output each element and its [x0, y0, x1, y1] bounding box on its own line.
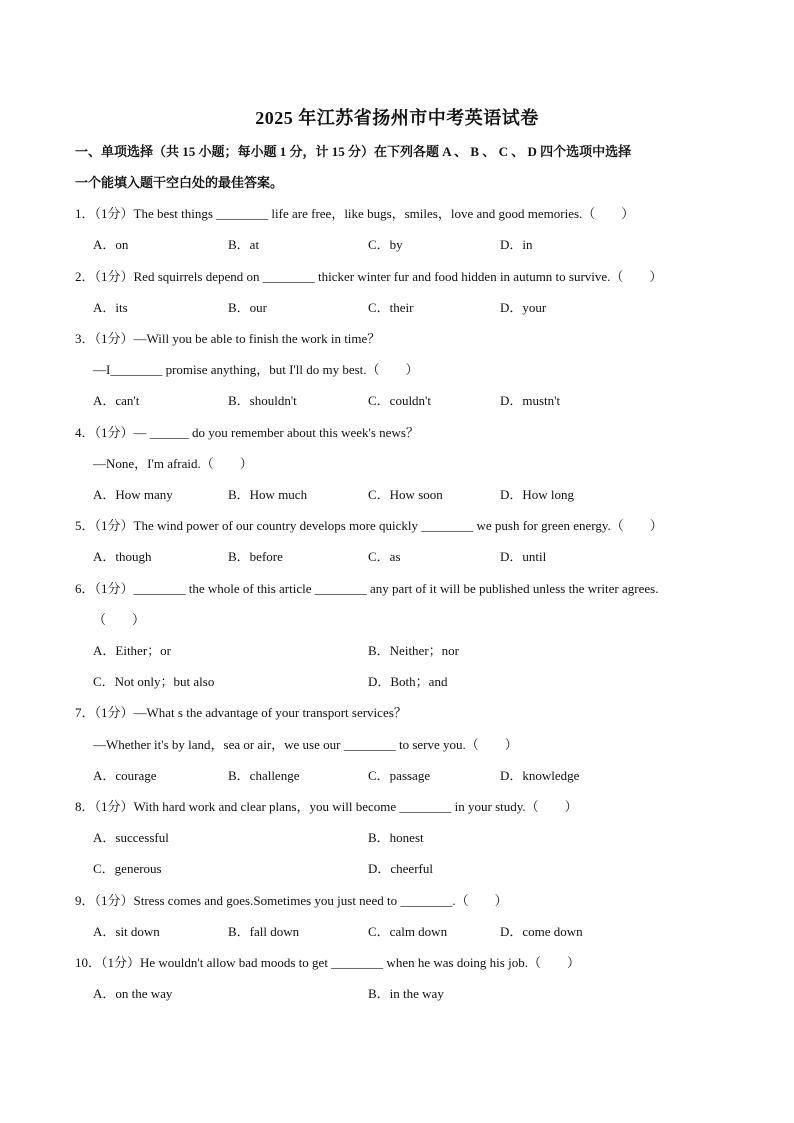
question-1-option-c: C．by — [368, 237, 403, 252]
question-5-stem: 5．（1分）The wind power of our country develops more quickly ________ we push for green energy.（ ） — [75, 518, 663, 533]
question-7-stem: 7．（1分）—What s the advantage of your transport services？ — [75, 705, 407, 720]
question-6-option-d: D．Both；and — [368, 674, 448, 689]
question-3-option-c: C．couldn't — [368, 393, 432, 408]
question-3-option-a: A．can't — [93, 393, 140, 408]
question-6-option-a: A．Either；or — [93, 643, 171, 658]
question-4-option-a: A．How many — [93, 487, 173, 502]
question-4-option-d: D．How long — [500, 487, 575, 502]
question-7-option-d: D．knowledge — [500, 768, 580, 783]
question-7-option-a: A．courage — [93, 768, 157, 783]
question-10-stem: 10．（1分）He wouldn't allow bad moods to get ________ when he was doing his job.（ ） — [75, 955, 580, 970]
question-8-option-d: D．cheerful — [368, 861, 433, 876]
question-9-option-d: D．come down — [500, 924, 583, 939]
question-3-option-d: D．mustn't — [500, 393, 561, 408]
question-4-option-c: C．How soon — [368, 487, 443, 502]
question-2-option-c: C．their — [368, 300, 414, 315]
question-7-stem-reply: —Whether it's by land，sea or air，we use our ________ to serve you.（ ） — [93, 737, 518, 752]
page-title: 2025 年江苏省扬州市中考英语试卷 — [255, 108, 539, 128]
question-8-option-c: C．generous — [93, 861, 162, 876]
question-1-option-a: A．on — [93, 237, 129, 252]
question-9-stem: 9．（1分）Stress comes and goes.Sometimes you just need to ________.（ ） — [75, 893, 508, 908]
question-3-option-b: B．shouldn't — [228, 393, 297, 408]
question-9-option-b: B．fall down — [228, 924, 300, 939]
question-2-option-a: A．its — [93, 300, 128, 315]
question-7-option-c: C．passage — [368, 768, 431, 783]
question-1-option-b: B．at — [228, 237, 260, 252]
question-5-option-a: A．though — [93, 549, 152, 564]
question-5-option-d: D．until — [500, 549, 547, 564]
question-8-stem: 8．（1分）With hard work and clear plans，you will become ________ in your study.（ ） — [75, 799, 578, 814]
question-4-option-b: B．How much — [228, 487, 308, 502]
question-6-option-c: C．Not only；but also — [93, 674, 215, 689]
question-3-stem: 3．（1分）—Will you be able to finish the work in time？ — [75, 331, 381, 346]
question-2-option-d: D．your — [500, 300, 547, 315]
question-3-stem-reply: —I________ promise anything，but I'll do my best.（ ） — [93, 362, 419, 377]
question-10-option-b: B．in the way — [368, 986, 444, 1001]
question-6-stem-paren: （ ） — [93, 612, 146, 627]
question-1-stem: 1．（1分）The best things ________ life are free，like bugs，smiles，love and good memories.（ ） — [75, 206, 635, 221]
question-5-option-c: C．as — [368, 549, 401, 564]
question-7-option-b: B．challenge — [228, 768, 300, 783]
question-5-option-b: B．before — [228, 549, 283, 564]
question-9-option-c: C．calm down — [368, 924, 448, 939]
question-6-stem: 6．（1分）________ the whole of this article ________ any part of it will be published unless the writer agrees. — [75, 581, 659, 596]
question-8-option-b: B．honest — [368, 830, 424, 845]
question-4-stem-reply: —None，I'm afraid.（ ） — [93, 456, 253, 471]
section-instructions-line1: 一、单项选择（共 15 小题；每小题 1 分，计 15 分）在下列各题 A 、 B 、 C 、 D 四个选项中选择 — [75, 144, 632, 159]
question-2-stem: 2．（1分）Red squirrels depend on ________ thicker winter fur and food hidden in autumn to survive.（ ） — [75, 269, 663, 284]
question-4-stem: 4．（1分）— ______ do you remember about this week's news？ — [75, 425, 419, 440]
question-6-option-b: B．Neither；nor — [368, 643, 459, 658]
section-instructions-line2: 一个能填入题干空白处的最佳答案。 — [75, 175, 284, 190]
question-10-option-a: A．on the way — [93, 986, 173, 1001]
question-2-option-b: B．our — [228, 300, 268, 315]
question-9-option-a: A．sit down — [93, 924, 160, 939]
question-8-option-a: A．successful — [93, 830, 169, 845]
question-1-option-d: D．in — [500, 237, 533, 252]
